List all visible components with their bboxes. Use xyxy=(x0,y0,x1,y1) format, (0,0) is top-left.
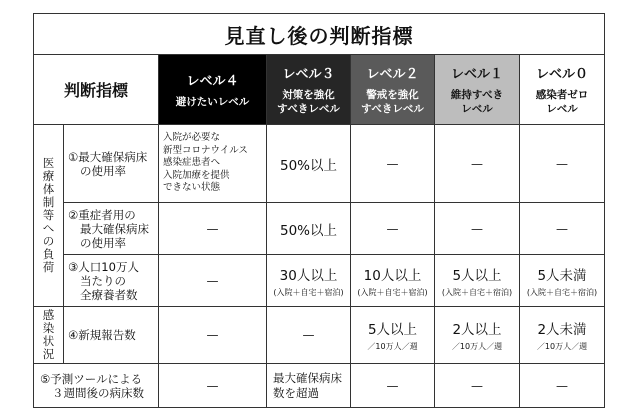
indicator-2-level-4: — xyxy=(159,203,267,255)
table-row xyxy=(34,307,605,364)
indicator-header-label: 判断指標 xyxy=(34,55,159,125)
category-medical-load: 医 療 体 制 等 へ の 負 荷 xyxy=(34,125,64,307)
indicator-4-label: ④新規報告数 xyxy=(64,307,159,364)
level-3-header xyxy=(267,55,351,125)
indicator-3-level-3: 30人以上 (入院＋自宅＋宿泊) xyxy=(267,255,351,307)
level-1-subtitle-1: 維持すべき xyxy=(450,89,504,101)
level-1-subtitle-2: レベル xyxy=(461,103,493,115)
indicator-table xyxy=(33,13,605,408)
level-1-header xyxy=(435,55,520,125)
level-4-header xyxy=(159,55,267,125)
indicator-5-level-1: — xyxy=(435,364,520,408)
level-4-title: レベル４ xyxy=(186,74,239,89)
indicator-2-label: ②重症者用の 最大確保病床 の使用率 xyxy=(64,203,159,255)
indicator-1-level-1: — xyxy=(435,125,520,203)
indicator-2-level-1: — xyxy=(435,203,520,255)
table-row xyxy=(34,125,605,203)
indicator-5-level-0: — xyxy=(520,364,605,408)
indicator-3-level-1: 5人以上 (入院＋自宅＋宿泊) xyxy=(435,255,520,307)
level-2-subtitle-2: すべきレベル xyxy=(361,103,424,115)
level-0-subtitle-1: 感染者ゼロ xyxy=(535,89,589,101)
indicator-2-level-2: — xyxy=(351,203,435,255)
category-infection-status: 感 染 状 況 xyxy=(34,307,64,364)
table-row xyxy=(34,255,605,307)
level-3-subtitle-1: 対策を強化 xyxy=(282,89,335,101)
table-row xyxy=(34,203,605,255)
indicator-4-level-3: — xyxy=(267,307,351,364)
table-row xyxy=(34,364,605,408)
level-2-subtitle-1: 警戒を強化 xyxy=(366,89,419,101)
indicator-5-label: ⑤予測ツールによる ３週間後の病床数 xyxy=(34,364,159,408)
level-0-header xyxy=(520,55,605,125)
level-3-subtitle-2: すべきレベル xyxy=(277,103,340,115)
indicator-3-level-4: — xyxy=(159,255,267,307)
level-0-subtitle-2: レベル xyxy=(546,103,578,115)
table-title: 見直し後の判断指標 xyxy=(34,14,605,55)
level-2-title: レベル２ xyxy=(366,67,419,82)
header-row xyxy=(34,55,605,125)
indicator-4-level-0: 2人未満 ／10万人／週 xyxy=(520,307,605,364)
indicator-5-level-2: — xyxy=(351,364,435,408)
level-2-header xyxy=(351,55,435,125)
level-1-title: レベル１ xyxy=(450,67,503,82)
indicator-2-level-3: 50%以上 xyxy=(267,203,351,255)
level-3-title: レベル３ xyxy=(282,67,335,82)
indicator-1-level-2: — xyxy=(351,125,435,203)
indicator-table-wrapper xyxy=(33,13,604,407)
indicator-3-level-0: 5人未満 (入院＋自宅＋宿泊) xyxy=(520,255,605,307)
indicator-5-level-4: — xyxy=(159,364,267,408)
title-row xyxy=(34,14,605,55)
indicator-4-level-2: 5人以上 ／10万人／週 xyxy=(351,307,435,364)
indicator-1-level-3: 50%以上 xyxy=(267,125,351,203)
indicator-3-label: ③人口10万人 当たりの 全療養者数 xyxy=(64,255,159,307)
indicator-2-level-0: — xyxy=(520,203,605,255)
level-4-subtitle-1: 避けたいレベル xyxy=(175,96,250,108)
level-0-title: レベル０ xyxy=(536,67,589,82)
indicator-4-level-1: 2人以上 ／10万人／週 xyxy=(435,307,520,364)
indicator-4-level-4: — xyxy=(159,307,267,364)
indicator-5-level-3: 最大確保病床 数を超過 xyxy=(267,364,351,408)
indicator-3-level-2: 10人以上 (入院＋自宅＋宿泊) xyxy=(351,255,435,307)
level-4-note: 入院が必要な 新型コロナウイルス 感染症患者へ 入院加療を提供 できない状態 xyxy=(159,125,267,203)
indicator-1-level-0: — xyxy=(520,125,605,203)
indicator-1-label: ①最大確保病床 の使用率 xyxy=(64,125,159,203)
